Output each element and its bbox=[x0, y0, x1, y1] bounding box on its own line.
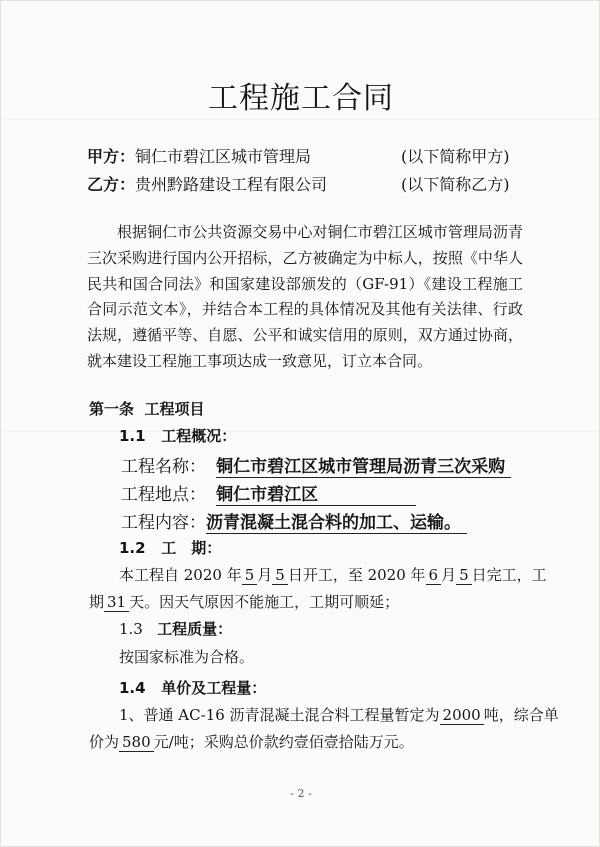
quality-text: 按国家标准为合格。 bbox=[119, 648, 255, 666]
schedule-text: 本工程自 2020 年 bbox=[119, 566, 242, 584]
project-name-label: 工程名称： bbox=[121, 457, 206, 477]
article-1-label: 第一条 bbox=[89, 400, 135, 418]
schedule-text: 月 bbox=[257, 566, 273, 584]
section-1-1-number: 1.1 bbox=[119, 427, 146, 445]
duration-days: 31 bbox=[104, 593, 129, 612]
section-1-1-heading bbox=[119, 425, 236, 446]
party-b-label: 乙方： bbox=[87, 175, 136, 194]
section-1-1-title: 工程概况： bbox=[161, 427, 237, 445]
end-day: 5 bbox=[456, 566, 472, 585]
section-1-3-number: 1.3 bbox=[119, 620, 143, 638]
project-content-row bbox=[121, 508, 467, 533]
party-a bbox=[87, 144, 311, 167]
unit-price-value: 580 bbox=[119, 733, 154, 752]
price-line-2 bbox=[89, 731, 414, 752]
project-location-row bbox=[121, 480, 416, 505]
project-name-row bbox=[121, 452, 511, 477]
quantity-value: 2000 bbox=[440, 706, 484, 725]
section-1-2-title: 工 期： bbox=[161, 539, 222, 557]
party-a-label: 甲方： bbox=[87, 147, 136, 166]
article-1-title: 工程项目 bbox=[144, 400, 205, 418]
schedule-line-2 bbox=[89, 591, 399, 612]
price-text: 1、普通 AC-16 沥青混凝土混合料工程量暂定为 bbox=[119, 706, 440, 724]
project-content-value: 沥青混凝土混合料的加工、运输。 bbox=[206, 513, 467, 534]
section-1-3-heading bbox=[119, 618, 232, 639]
party-b bbox=[87, 172, 327, 195]
party-a-note: (以下简称甲方) bbox=[401, 147, 510, 166]
section-1-2-heading bbox=[119, 537, 221, 558]
price-text: 元/吨；采购总价款约壹佰壹拾陆万元。 bbox=[153, 733, 414, 751]
scan-artifact bbox=[1, 119, 600, 120]
article-1-heading bbox=[89, 398, 204, 419]
schedule-text: 日完工，工 bbox=[471, 566, 547, 584]
intro-paragraph: 根据铜仁市公共资源交易中心对铜仁市碧江区城市管理局沥青三次采购进行国内公开招标，乙方被确定为中标人，按照《中华人民共和国合同法》和国家建设部颁发的（GF-91）《建设工程施工合同示范文本》，并结合本工程的具体情况及其他有关法律、行政法规，遵循平等、自愿、公平和诚实信用的原则，双方通过协商，就本建设工程施工事项达成一致意见，订立本合同。 bbox=[87, 223, 523, 370]
section-1-2-number: 1.2 bbox=[119, 539, 146, 557]
schedule-text: 期 bbox=[89, 593, 105, 611]
schedule-line-1 bbox=[119, 564, 547, 585]
section-1-4-title: 单价及工程量： bbox=[161, 679, 267, 697]
party-a-name: 铜仁市碧江区城市管理局 bbox=[135, 147, 312, 166]
section-1-4-heading bbox=[119, 677, 266, 698]
scan-artifact bbox=[1, 431, 600, 432]
project-content-label: 工程内容： bbox=[121, 513, 206, 533]
party-b-name: 贵州黔路建设工程有限公司 bbox=[135, 175, 328, 194]
party-b-note: (以下简称乙方) bbox=[401, 175, 510, 194]
section-1-3-title: 工程质量： bbox=[157, 620, 233, 638]
price-text: 吨，综合单 bbox=[483, 706, 559, 724]
price-text: 价为 bbox=[89, 733, 120, 751]
section-1-4-number: 1.4 bbox=[119, 679, 146, 697]
project-location-value: 铜仁市碧江区 bbox=[216, 485, 416, 506]
schedule-text: 日开工，至 2020 年 bbox=[287, 566, 426, 584]
schedule-text: 天。因天气原因不能施工，工期可顺延； bbox=[129, 593, 400, 611]
page-number: - 2 - bbox=[290, 787, 312, 800]
project-location-label: 工程地点： bbox=[121, 485, 206, 505]
start-month: 5 bbox=[242, 566, 258, 585]
start-day: 5 bbox=[272, 566, 288, 585]
end-month: 6 bbox=[426, 566, 442, 585]
document-title: 工程施工合同 bbox=[208, 81, 394, 116]
price-line-1 bbox=[119, 704, 559, 725]
schedule-text: 月 bbox=[441, 566, 457, 584]
project-name-value: 铜仁市碧江区城市管理局沥青三次采购 bbox=[216, 457, 511, 478]
